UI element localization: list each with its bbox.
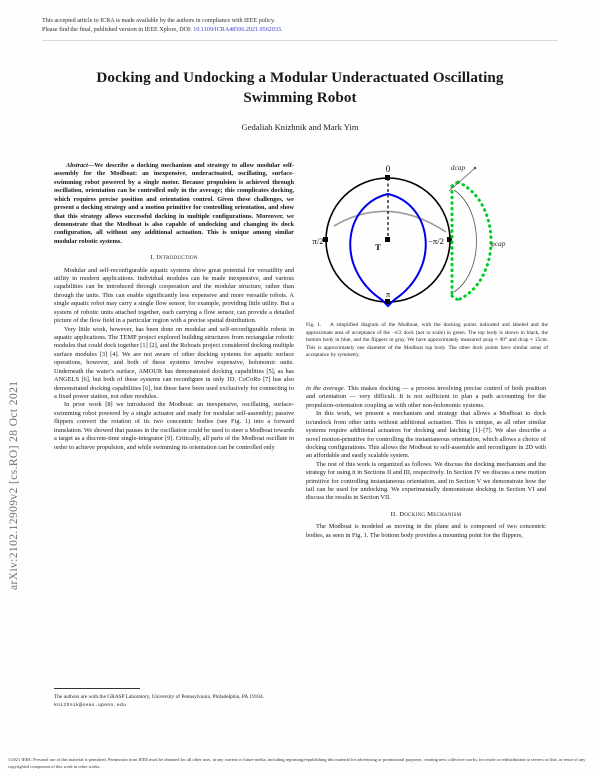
ieee-policy-banner: [42, 17, 558, 35]
arxiv-stamp: arXiv:2102.12909v2 [cs.RO] 28 Oct 2021: [8, 380, 20, 590]
footnote-email[interactable]: knizhnik@seas.upenn.edu: [54, 702, 127, 708]
intro-paragraph-3: In prior work [8] we introduced the Modboat: an inexpensive, oscillating, surface-swimming robot powered by a single actuator and ready for modular self-assembly; passive flippers convert the rotation of its two concentric bodies (see Fig. 1) into a forward translation. We showed that pauses in the oscillation could be used to steer a Modboat towards a target as a discrete-time single-integrator [9]. Critically, all parts of the Modboat oscillate in order to achieve propulsion, and while swimming its orientation can be controlled only: [54, 401, 294, 451]
phi-cap-arc: [454, 190, 477, 292]
dock-point-0-marker: [385, 175, 390, 180]
intro-paragraph-4: [306, 385, 546, 410]
intro-paragraph-1: Modular and self-reconfigurable aquatic systems show great potential for versatility and utility in modern applications. Individual modules can be made inexpensive, and various capabilities can be introduced through cooperation and the modular structure, rather than through the units. This can enable significantly less expensive and more versatile robots. A single aquatic robot may carry a single flow sensor, for example, providing little utility. But a system of robotic units attached together, each carrying a flow sensor, can provide a detailed picture of the flow field in a particular region with a precise spatial distribution.: [54, 266, 294, 325]
section-heading-introduction: I. Introduction: [150, 254, 198, 262]
dock-point-pi-half-marker: [323, 237, 328, 242]
docking-paragraph-1: The Modboat is modeled as moving in the plane and is composed of two concentric bodies, as seen in Fig. 1. The bottom body provides a mounting point for the flippers,: [306, 523, 546, 539]
label-dock-pi: π: [385, 289, 391, 299]
label-phi-cap: φcap: [490, 239, 506, 248]
intro-paragraph-6: The rest of this work is organized as follows. We discuss the docking mechanism and the strategy for using it in Sections II and III, respectively. In Section IV we discuss a new motion primitive for controlling instantaneous orientation, and in Section V we demonstrate how the tail can be used for undocking. We experimentally demonstrate docking in Section VI and discuss the results in Section VII.: [306, 460, 546, 502]
ieee-copyright-notice: ©2021 IEEE. Personal use of this material is permitted. Permission from IEEE must be obtained for all other uses, in any current or future media, including reprinting/republishing this material for advertising or promotional purposes, creating new collective works, for resale or redistribution to servers or lists, or reuse of any copyrighted component of this work in other works.: [8, 757, 586, 769]
label-dock-0: 0: [385, 164, 391, 174]
intro-p4-text: . This makes docking — a process involving precise control of both position and orientation — very difficult. It is not sufficient to plan a path accounting for the propulsion-orientation coupling as with other non-holonomic systems.: [306, 385, 546, 409]
label-center-T: T: [375, 242, 381, 252]
d-cap-leader-line: [449, 169, 474, 191]
right-column: [306, 385, 546, 540]
modboat-diagram-svg: [306, 158, 548, 318]
figure-1-caption: [306, 322, 548, 360]
banner-doi-prefix: Please find the final, published version in IEEE Xplore, DOI:: [42, 27, 194, 34]
banner-divider: [42, 40, 558, 41]
author-affiliation-footnote: [54, 694, 294, 709]
label-dock-neg-pi-half: −π/2: [428, 236, 444, 246]
flipper-arc-upper: [334, 211, 446, 232]
figure-caption-text: A simplified diagram of the Modboat, with the docking points indicated and labeled and the approximate area of acceptance of the −π/2 dock (not to scale) in green. The top body is shown in black, the bottom body in blue, and the flippers in gray. We have approximately measured φcap ≈ 90° and dcap ≈ 15cm. This is approximately one diameter of the Modboat top body. The other dock points have similar areas of acceptance by symmetry.: [306, 322, 548, 358]
figure-number: Fig. 1.: [306, 322, 322, 328]
abstract-label: Abstract—: [66, 162, 95, 169]
center-point-marker: [385, 237, 390, 242]
banner-line-1: This accepted article to ICRA is made available by the authors in compliance with IEEE policy.: [42, 18, 276, 24]
d-cap-endpoint-dot: [474, 167, 477, 170]
acceptance-region-outer-arc: [458, 182, 491, 300]
banner-line-2: [42, 26, 558, 35]
section-heading-docking-mechanism: II. Docking Mechanism: [390, 510, 462, 518]
doi-link[interactable]: 10.1109/ICRA48506.2021.9562033.: [193, 27, 283, 34]
intro-p4-lead-italic: in the average: [306, 385, 344, 392]
page-title: Docking and Undocking a Modular Underactuated Oscillating Swimming Robot: [96, 70, 504, 106]
intro-paragraph-5: In this work, we present a mechanism and strategy that allows a Modboat to dock to/undock from other units without additional actuation. This is unique, as all other similar systems require additional actuators for docking and latching [1]–[7]. We also describe a novel motion-primitive for controlling the instantaneous orientation, which allows a choice of docking configurations. This allows the Modboat to self-assemble and reconfigure in 2D with an affordable and easily scalable system.: [306, 410, 546, 460]
dock-point-pi-marker: [385, 299, 390, 304]
abstract-paragraph: [54, 162, 294, 246]
label-d-cap: dcap: [450, 163, 466, 172]
figure-1-diagram: [306, 158, 548, 318]
footnote-divider: [54, 688, 140, 689]
label-dock-pi-half: π/2: [312, 236, 324, 246]
abstract-text: We describe a docking mechanism and strategy to allow modular self-assembly for the Modboat: an inexpensive, underactuated, oscillating, surface-swimming robot powered by a single motor. Because propulsion is achieved through oscillation, orientation can be controlled only in the average; this complicates docking, which requires precise position and orientation control. Given these challenges, we present a docking strategy and a motion primitive for controlling orientation, and show that this strategy allows successful docking in multiple configurations. Moreover, we demonstrate that the Modboat is also capable of undocking and changing its dock configuration, all without any additional actuation. This is unique among similar modular robotic systems.: [54, 162, 294, 245]
left-column: [54, 162, 294, 452]
acceptance-region-edge-bottom: [452, 296, 458, 300]
footnote-text: The authors are with the GRASP Laboratory, University of Pennsylvania, Philadelphia, PA 19104.: [54, 694, 265, 700]
author-list: Gedaliah Knizhnik and Mark Yim: [241, 122, 359, 132]
intro-paragraph-2: Very little work, however, has been done on modular and self-reconfigurable robots in aquatic applications. The TEMP project explored building structures from rectangular robotic modules that could dock together [1] [2], and the Roboats project considered docking multiple surface modules [3] [4]. We are not aware of other docking systems for aquatic surface operations, however, and both of these systems involve expensive, holonomic units. Underneath the water's surface, AMOUR has demonstrated docking capabilities [5], as has ANGELS [6], but both of these systems can reconfigure in only 1D. CoCoRo [7] has also demonstrated docking capabilities [6], but these have been used exclusively for connecting to a fixed power station, not other modules.: [54, 325, 294, 400]
